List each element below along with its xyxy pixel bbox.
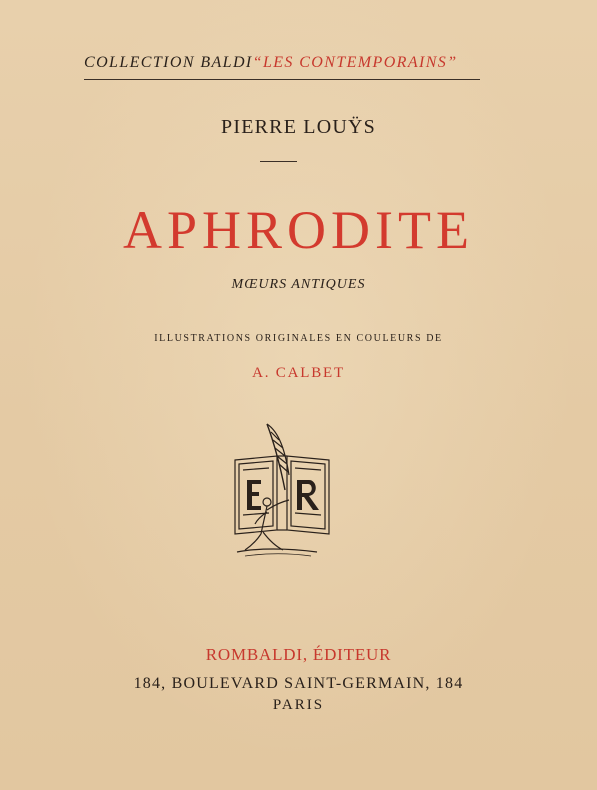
book-title: APHRODITE — [123, 200, 474, 260]
publisher-address: 184, BOULEVARD SAINT-GERMAIN, 184 — [133, 675, 464, 692]
book-subtitle: MŒURS ANTIQUES — [231, 277, 366, 292]
publisher-city: PARIS — [272, 697, 325, 713]
top-rule — [84, 79, 480, 80]
collection-series: “LES CONTEMPORAINS” — [252, 54, 458, 71]
illustrations-credit: ILLUSTRATIONS ORIGINALES EN COULEURS DE — [154, 333, 443, 344]
author-divider — [260, 161, 297, 162]
illustrator-name: A. CALBET — [252, 365, 345, 381]
author-name: PIERRE LOUŸS — [221, 116, 376, 138]
publisher-emblem-icon — [227, 420, 337, 568]
collection-line — [84, 54, 484, 72]
publisher-name: ROMBALDI, ÉDITEUR — [205, 645, 392, 664]
collection-name: COLLECTION BALDI — [84, 54, 253, 71]
